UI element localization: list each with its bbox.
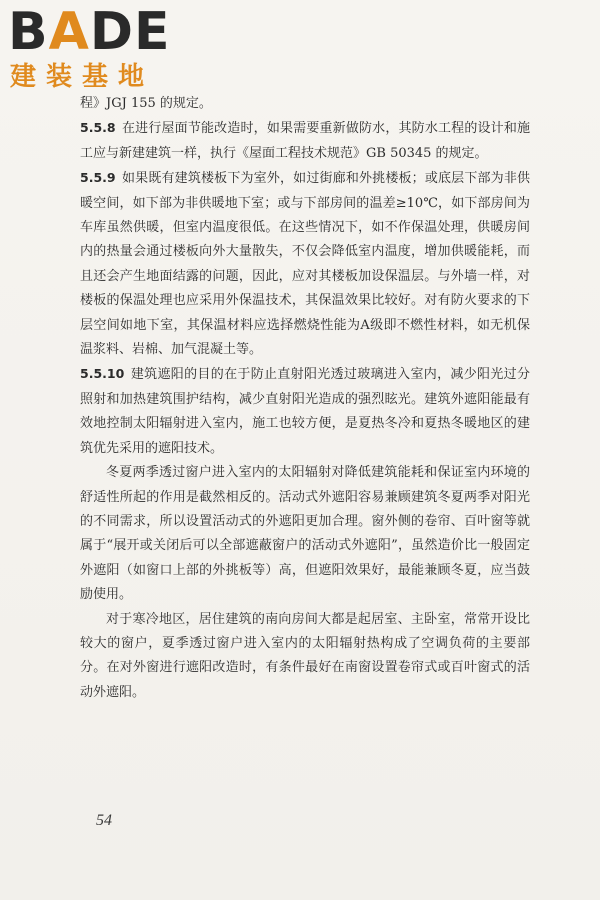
section-number: 5.5.8 bbox=[80, 120, 116, 136]
body-text bbox=[80, 92, 530, 705]
paragraph-text: 程》JGJ 155 的规定。 bbox=[80, 96, 212, 111]
logo-letter-b: B bbox=[8, 2, 49, 62]
page-number: 54 bbox=[96, 812, 112, 829]
logo-wordmark bbox=[8, 2, 171, 62]
paragraph-continuation bbox=[80, 92, 530, 116]
section-5-5-10 bbox=[80, 362, 530, 461]
bade-logo bbox=[6, 2, 176, 98]
section-number: 5.5.10 bbox=[80, 366, 125, 382]
section-number: 5.5.9 bbox=[80, 170, 116, 186]
paragraph-text: 冬夏两季透过窗户进入室内的太阳辐射对降低建筑能耗和保证室内环境的舒适性所起的作用是截然相反的。活动式外遮阳容易兼顾建筑冬夏两季对阳光的不同需求，所以设置活动式的外遮阳更加合理。窗外侧的卷帘、百叶窗等就属于“展开或关闭后可以全部遮蔽窗户的活动式外遮阳”，虽然造价比一般固定外遮阳（如窗口上部的外挑板等）高，但遮阳效果好，最能兼顾冬夏，应当鼓励使用。 bbox=[80, 465, 530, 603]
paragraph-sunshading-seasons bbox=[80, 461, 530, 607]
logo-subtitle: 建装基地 bbox=[10, 62, 155, 92]
paragraph-text: 建筑遮阳的目的在于防止直射阳光透过玻璃进入室内，减少阳光过分照射和加热建筑围护结构，减少直射阳光造成的强烈眩光。建筑外遮阳能最有效地控制太阳辐射进入室内，施工也较方便，是夏热冬冷和夏热冬暖地区的建筑优先采用的遮阳技术。 bbox=[80, 367, 530, 456]
paragraph-text: 在进行屋面节能改造时，如果需要重新做防水，其防水工程的设计和施工应与新建建筑一样，执行《屋面工程技术规范》GB 50345 的规定。 bbox=[80, 121, 530, 161]
paragraph-text: 对于寒冷地区，居住建筑的南向房间大都是起居室、主卧室，常常开设比较大的窗户，夏季透过窗户进入室内的太阳辐射热构成了空调负荷的主要部分。在对外窗进行遮阳改造时，有条件最好在南窗设置卷帘式或百叶窗式的活动外遮阳。 bbox=[80, 611, 530, 700]
section-5-5-8 bbox=[80, 116, 530, 166]
section-5-5-9 bbox=[80, 166, 530, 362]
logo-letters-de: DE bbox=[89, 2, 171, 62]
logo-letter-a: A bbox=[48, 2, 90, 62]
paragraph-text: 如果既有建筑楼板下为室外，如过街廊和外挑楼板；或底层下部为非供暖空间，如下部为非供暖地下室；或与下部房间的温差≥10℃，如下部房间为车库虽然供暖，但室内温度很低。在这些情况下，如不作保温处理，供暖房间内的热量会通过楼板向外大量散失，不仅会降低室内温度，增加供暖能耗，而且还会产生地面结露的问题，因此，应对其楼板加设保温层。与外墙一样，对楼板的保温处理也应采用外保温技术，其保温效果比较好。对有防火要求的下层空间如地下室，其保温材料应选择燃烧性能为A级即不燃性材料，如无机保温浆料、岩棉、加气混凝土等。 bbox=[80, 171, 530, 358]
paragraph-cold-regions bbox=[80, 608, 530, 706]
